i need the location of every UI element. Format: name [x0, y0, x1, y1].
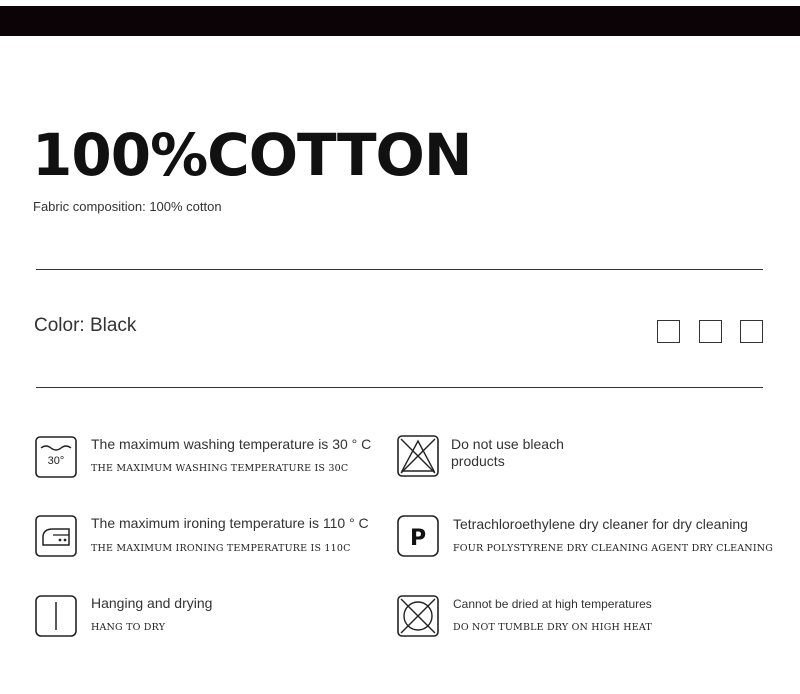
bleach-text-line1: Do not use bleach — [451, 436, 564, 452]
dry-clean-badge: P — [409, 526, 427, 551]
top-bar — [0, 6, 800, 36]
iron-caps: THE MAXIMUM IRONING TEMPERATURE IS 110C — [91, 543, 351, 554]
color-swatch-2[interactable] — [699, 320, 722, 343]
tumble-text: Cannot be dried at high temperatures — [453, 597, 652, 611]
hang-text: Hanging and drying — [91, 595, 213, 611]
fabric-composition: Fabric composition: 100% cotton — [33, 199, 222, 214]
wash-caps: THE MAXIMUM WASHING TEMPERATURE IS 30C — [91, 463, 349, 474]
dry-clean-p-icon — [397, 515, 439, 557]
wash-badge: 30° — [47, 455, 65, 467]
wash-text: The maximum washing temperature is 30 ° C — [91, 436, 372, 452]
bleach-text-line2: products — [451, 453, 505, 469]
no-tumble-dry-icon — [397, 595, 439, 637]
color-label: Color: Black — [34, 315, 137, 336]
divider-top — [36, 269, 763, 270]
iron-110-icon — [35, 515, 77, 557]
wash-30-icon — [35, 436, 77, 478]
dryclean-caps: FOUR POLYSTYRENE DRY CLEANING AGENT DRY CLEANING — [453, 543, 774, 554]
dryclean-text: Tetrachloroethylene dry cleaner for dry cleaning — [453, 516, 748, 532]
divider-bottom — [36, 387, 763, 388]
no-bleach-icon — [397, 435, 439, 477]
color-swatch-3[interactable] — [740, 320, 763, 343]
page-title: 100%COTTON — [32, 121, 472, 189]
hang-caps: HANG TO DRY — [91, 622, 166, 633]
color-swatch-1[interactable] — [657, 320, 680, 343]
tumble-caps: DO NOT TUMBLE DRY ON HIGH HEAT — [453, 622, 652, 633]
iron-text: The maximum ironing temperature is 110 ° C — [91, 515, 369, 531]
hang-dry-icon — [35, 595, 77, 637]
